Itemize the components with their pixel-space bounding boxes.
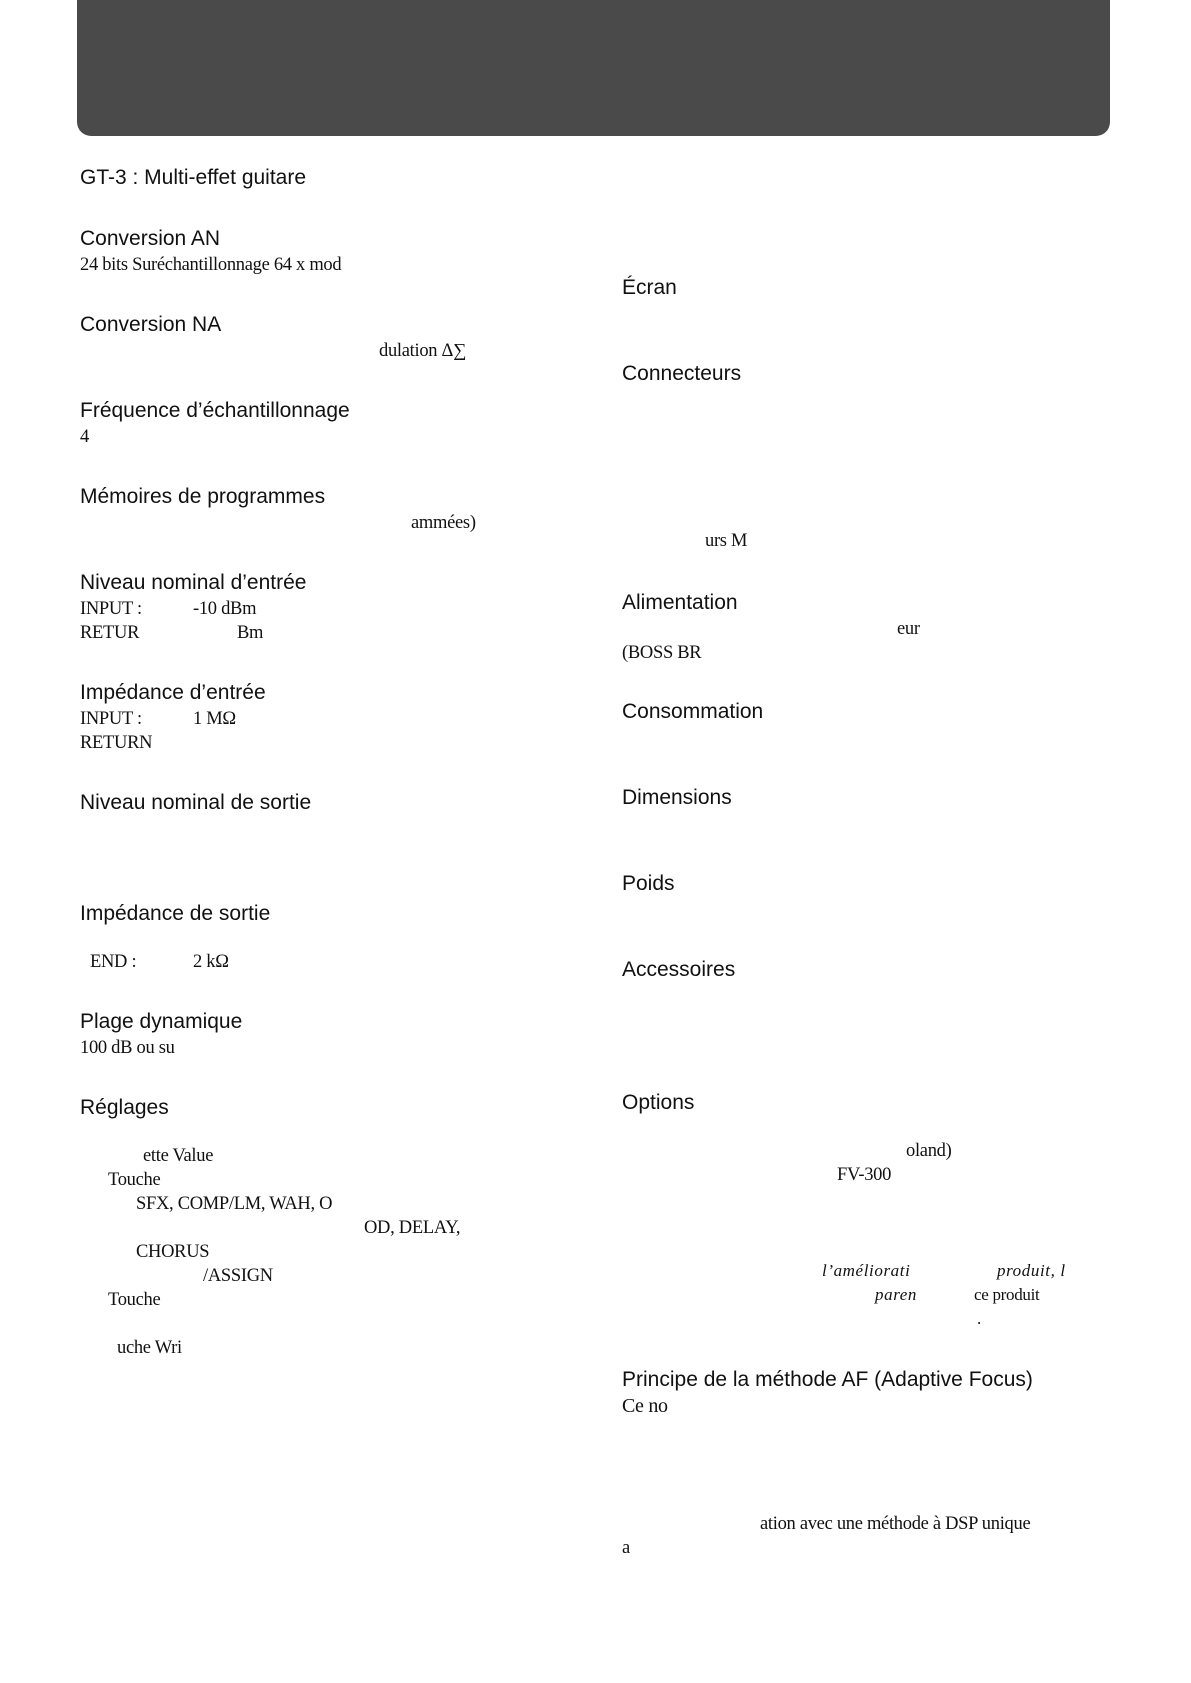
section-text: 2 kΩ — [193, 952, 229, 972]
section-options — [622, 1090, 1117, 1185]
section-controls — [80, 1095, 540, 1358]
header-banner — [77, 0, 1110, 136]
section-text: INPUT : — [80, 709, 142, 729]
section-text: dulation Δ∑ — [379, 341, 467, 361]
section-text: oland) — [906, 1141, 952, 1161]
section-text: Ce no — [622, 1395, 668, 1417]
section-text: END : — [90, 952, 137, 972]
section-text: ation avec une méthode à DSP unique — [760, 1514, 1031, 1534]
section-heading: Poids — [622, 872, 675, 895]
section-text: CHORUS — [136, 1242, 210, 1262]
product-title-text: GT-3 : Multi-effet guitare — [80, 166, 307, 189]
section-text: 24 bits Suréchantillonnage 64 x mod — [80, 255, 342, 275]
notice-text: ce produit — [974, 1285, 1040, 1304]
section-text: FV-300 — [837, 1165, 892, 1185]
section-heading: Plage dynamique — [80, 1010, 243, 1033]
section-heading: Niveau nominal d’entrée — [80, 571, 307, 594]
section-heading: Impédance d’entrée — [80, 681, 266, 704]
section-heading: Conversion AN — [80, 227, 221, 250]
section-text: ammées) — [411, 513, 476, 533]
section-input-impedance — [80, 680, 540, 753]
section-text: (BOSS BR — [622, 643, 702, 663]
section-text: 1 MΩ — [193, 709, 236, 729]
section-text: a — [622, 1538, 630, 1558]
section-screen — [622, 275, 1117, 301]
section-nominal-output-level — [80, 790, 540, 816]
section-text: RETUR — [80, 623, 140, 643]
section-text: INPUT : — [80, 599, 142, 619]
section-connectors — [622, 361, 1117, 551]
section-program-memories — [80, 484, 540, 533]
section-heading: Niveau nominal de sortie — [80, 791, 312, 814]
section-power-supply — [622, 590, 1117, 663]
section-text: OD, DELAY, — [364, 1218, 461, 1238]
section-heading: Dimensions — [622, 786, 732, 809]
section-text: 100 dB ou su — [80, 1038, 175, 1058]
section-af-method — [622, 1367, 1117, 1558]
section-text: Touche — [108, 1170, 161, 1190]
section-heading: Écran — [622, 276, 677, 299]
section-text: uche Wri — [117, 1338, 182, 1358]
section-consumption — [622, 699, 1117, 725]
section-nominal-input-level — [80, 570, 540, 643]
section-conversion-na — [80, 312, 540, 361]
section-heading: Réglages — [80, 1096, 169, 1119]
section-text: Bm — [237, 623, 264, 643]
section-heading: Accessoires — [622, 958, 736, 981]
product-title — [80, 165, 540, 191]
notice-text: produit, l — [997, 1261, 1066, 1280]
section-sampling-frequency — [80, 398, 540, 447]
notice-text: l’améliorati — [822, 1261, 911, 1280]
section-accessories — [622, 957, 1117, 983]
section-heading: Connecteurs — [622, 362, 742, 385]
section-text: ette Value — [143, 1146, 214, 1166]
section-text: eur — [897, 619, 920, 639]
section-conversion-an — [80, 226, 540, 275]
section-text: urs M — [705, 531, 748, 551]
section-heading: Impédance de sortie — [80, 902, 271, 925]
section-text: 4 — [80, 427, 89, 447]
section-weight — [622, 871, 1117, 897]
section-text: -10 dBm — [193, 599, 257, 619]
section-heading: Principe de la méthode AF (Adaptive Focus) — [622, 1368, 1033, 1391]
section-heading: Conversion NA — [80, 313, 222, 336]
notice-text: paren — [875, 1285, 918, 1304]
section-heading: Consommation — [622, 700, 764, 723]
section-text: SFX, COMP/LM, WAH, O — [136, 1194, 333, 1214]
section-output-impedance — [80, 901, 540, 972]
section-heading: Mémoires de programmes — [80, 485, 326, 508]
section-heading: Options — [622, 1091, 695, 1114]
section-dynamic-range — [80, 1009, 540, 1058]
section-heading: Alimentation — [622, 591, 738, 614]
section-text: /ASSIGN — [203, 1266, 273, 1286]
section-heading: Fréquence d’échantillonnage — [80, 399, 350, 422]
notice-text: . — [977, 1309, 981, 1328]
section-text: Touche — [108, 1290, 161, 1310]
section-dimensions — [622, 785, 1117, 811]
section-text: RETURN — [80, 733, 153, 753]
